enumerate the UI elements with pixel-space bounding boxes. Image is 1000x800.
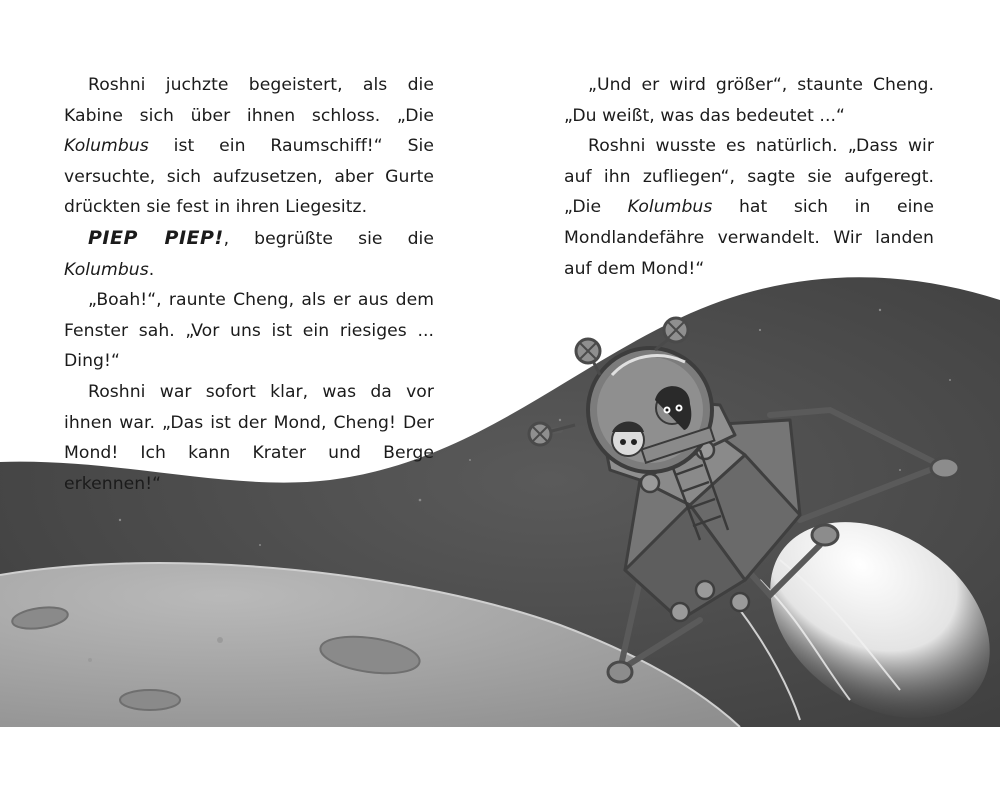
beep-sound: PIEP PIEP!	[88, 226, 224, 249]
ship-name: Kolumbus	[64, 136, 149, 157]
paragraph: Roshni juchzte begeistert, als die Kabine sich über ihnen schloss. „Die Kolumbus ist ein Raumschiff!“ Sie versuchte, sich aufzusetzen, aber Gurte drückten sie fest in ihren Liegesitz.	[64, 75, 434, 218]
paragraph: „Boah!“, raunte Cheng, als er aus dem Fenster sah. „Vor uns ist ein riesiges ... Ding!“	[64, 290, 434, 372]
paragraph: Roshni war sofort klar, was da vor ihnen war. „Das ist der Mond, Cheng! Der Mond! Ich kann Krater und Berge erkennen!“	[64, 381, 434, 494]
ship-name: Kolumbus	[627, 197, 713, 218]
left-page-text	[64, 70, 434, 499]
right-page-text	[564, 70, 934, 284]
paragraph: „Und er wird größer“, staunte Cheng. „Du weißt, was das bedeutet ...“	[564, 75, 934, 126]
ship-name: Kolumbus	[64, 259, 149, 280]
paragraph: Roshni wusste es natürlich. „Dass wir auf ihn zufliegen“, sagte sie aufgeregt. „Die Kolumbus hat sich in eine Mondlandefähre verwandelt. Wir landen auf dem Mond!“	[564, 136, 934, 279]
paragraph: PIEP PIEP!, begrüßte sie die Kolumbus.	[64, 226, 435, 280]
page-bottom-margin	[0, 727, 1000, 800]
